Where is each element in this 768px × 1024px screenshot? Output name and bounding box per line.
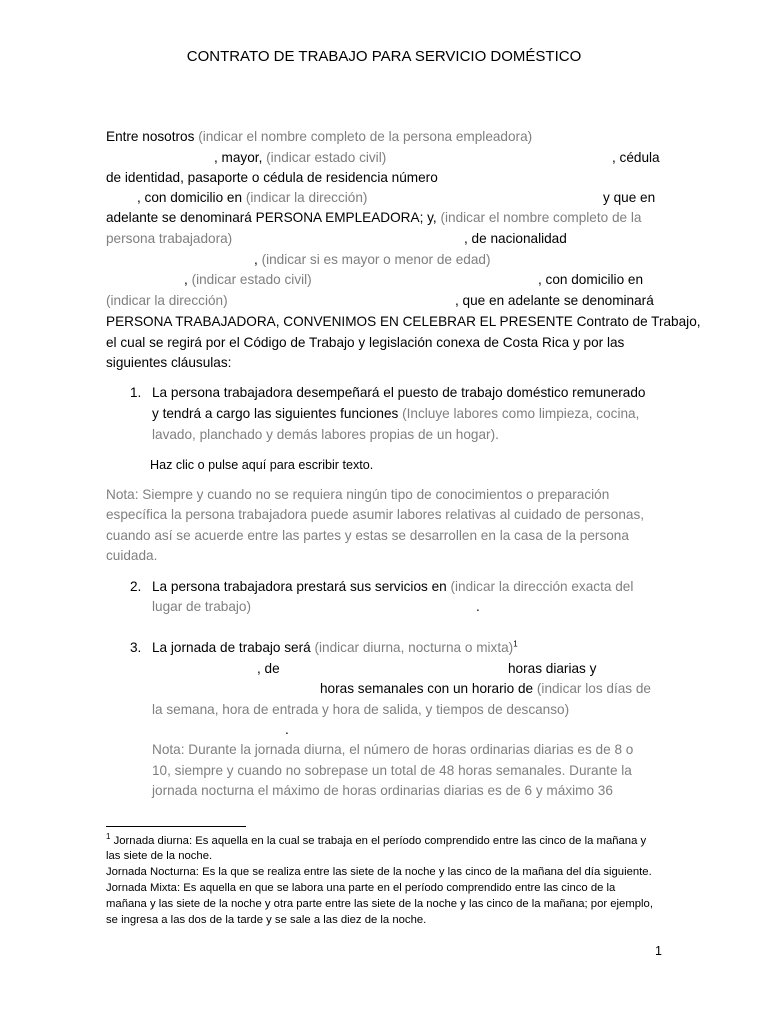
placeholder-employer-name[interactable]: (indicar el nombre completo de la persona empleadora) bbox=[198, 129, 533, 144]
intro-text: Entre nosotros bbox=[106, 129, 199, 144]
footnote-separator bbox=[106, 826, 246, 827]
footnote-line-2: las siete de la noche. bbox=[106, 850, 213, 862]
intro-line-8a bbox=[184, 271, 312, 289]
intro-line-6b: , de nacionalidad bbox=[464, 231, 567, 246]
clause-text: La persona trabajadora prestará sus servicios en bbox=[152, 579, 451, 594]
clause-2-number: 2. bbox=[130, 579, 142, 594]
clause-3-line-1 bbox=[152, 639, 518, 657]
placeholder-worker-address[interactable]: (indicar la dirección) bbox=[106, 293, 228, 308]
clause-3-line-3 bbox=[320, 680, 651, 698]
intro-text: , bbox=[254, 252, 262, 267]
clause-3-line-2b: horas diarias y bbox=[508, 661, 597, 676]
clause-text: y tendrá a cargo las siguientes funciones bbox=[152, 406, 403, 421]
intro-line-2a bbox=[214, 149, 386, 167]
clause-1-number: 1. bbox=[130, 385, 142, 400]
intro-line-7 bbox=[254, 251, 491, 269]
footnote-marker: 1 bbox=[106, 832, 111, 842]
footnote-line-1 bbox=[106, 834, 646, 848]
intro-line-9b: , que en adelante se denominará bbox=[455, 293, 654, 308]
clause-3-number: 3. bbox=[130, 640, 142, 655]
placeholder-age-status[interactable]: (indicar si es mayor o menor de edad) bbox=[261, 252, 491, 267]
placeholder-work-address-cont[interactable]: lugar de trabajo) bbox=[152, 599, 251, 614]
note-1-line-3: cuando así se acuerde entre las partes y estas se desarrollen en la casa de la persona bbox=[106, 528, 629, 543]
placeholder-schedule-cont[interactable]: la semana, hora de entrada y hora de salida, y tiempos de descanso) bbox=[152, 702, 570, 717]
page-number: 1 bbox=[655, 944, 662, 958]
placeholder-civil-status[interactable]: (indicar estado civil) bbox=[266, 150, 387, 165]
clause-text: La jornada de trabajo será bbox=[152, 640, 315, 655]
note-2-line-3: jornada nocturna el máximo de horas ordinarias diarias es de 6 y máximo 36 bbox=[152, 783, 613, 798]
note-2-line-1: Nota: Durante la jornada diurna, el número de horas ordinarias diarias es de 8 o bbox=[152, 742, 634, 757]
footnote-line-3: Jornada Nocturna: Es la que se realiza entre las siete de la noche y las cinco de la mañana del día siguiente. bbox=[106, 866, 652, 878]
intro-line-11: el cual se regirá por el Código de Trabajo y legislación conexa de Costa Rica y por las bbox=[106, 335, 625, 350]
intro-text: adelante se denominará PERSONA EMPLEADORA; y, bbox=[106, 210, 441, 225]
placeholder-shift-type[interactable]: (indicar diurna, nocturna o mixta) bbox=[314, 640, 514, 655]
footnote-text: Jornada diurna: Es aquella en la cual se trabaja en el período comprendido entre las cinco de la mañana y bbox=[110, 835, 647, 847]
intro-line-10: PERSONA TRABAJADORA, CONVENIMOS EN CELEBRAR EL PRESENTE Contrato de Trabajo, bbox=[106, 314, 701, 329]
intro-text: , mayor, bbox=[214, 150, 267, 165]
note-2-line-2: 10, siempre y cuando no sobrepase un total de 48 horas semanales. Durante la bbox=[152, 763, 632, 778]
footnote-line-4: Jornada Mixta: Es aquella en que se labora una parte en el período comprendido entre las cinco de la bbox=[106, 882, 616, 894]
placeholder-employer-address[interactable]: (indicar la dirección) bbox=[245, 190, 368, 205]
placeholder-work-address[interactable]: (indicar la dirección exacta del bbox=[450, 579, 634, 594]
intro-line-1 bbox=[106, 128, 532, 146]
text-entry-field[interactable]: Haz clic o pulse aquí para escribir texto. bbox=[150, 458, 374, 472]
clause-text: horas semanales con un horario de bbox=[320, 681, 537, 696]
placeholder-worker-name[interactable]: (indicar el nombre completo de la bbox=[440, 210, 642, 225]
intro-line-8c: , con domicilio en bbox=[538, 272, 644, 287]
intro-text: , con domicilio en bbox=[137, 190, 246, 205]
clause-3-period: . bbox=[285, 722, 289, 737]
note-1-line-4: cuidada. bbox=[106, 548, 158, 563]
intro-line-4a bbox=[137, 189, 367, 207]
clause-1-line-1: La persona trabajadora desempeñará el puesto de trabajo doméstico remunerado bbox=[152, 385, 646, 400]
placeholder-duties-cont[interactable]: lavado, planchado y demás labores propias de un hogar). bbox=[152, 427, 499, 442]
page-title: CONTRATO DE TRABAJO PARA SERVICIO DOMÉSTICO bbox=[186, 48, 582, 65]
intro-line-12: siguientes cláusulas: bbox=[106, 355, 232, 370]
footnote-reference[interactable]: 1 bbox=[513, 639, 518, 649]
note-1-line-1: Nota: Siempre y cuando no se requiera ningún tipo de conocimientos o preparación bbox=[106, 487, 610, 502]
placeholder-duties[interactable]: (Incluye labores como limpieza, cocina, bbox=[402, 406, 640, 421]
footnote-line-5: mañana y las siete de la noche y otra parte entre las siete de la noche y las cinco de la mañana; por ejemplo, bbox=[106, 898, 653, 910]
note-1-line-2: específica la persona trabajadora puede asumir labores relativas al cuidado de personas, bbox=[106, 507, 645, 522]
intro-line-4c: y que en bbox=[603, 190, 656, 205]
clause-3-line-2a: , de bbox=[257, 661, 280, 676]
placeholder-schedule[interactable]: (indicar los días de bbox=[536, 681, 651, 696]
intro-line-2c: , cédula bbox=[612, 150, 660, 165]
placeholder-worker-name-cont[interactable]: persona trabajadora) bbox=[106, 231, 233, 246]
intro-text: , bbox=[184, 272, 192, 287]
footnote-line-6: se ingresa a las dos de la tarde y se sale a las diez de la noche. bbox=[106, 914, 427, 926]
intro-line-3: de identidad, pasaporte o cédula de residencia número bbox=[106, 170, 438, 185]
clause-1-line-2 bbox=[152, 405, 639, 423]
intro-line-5 bbox=[106, 209, 641, 227]
placeholder-worker-civil-status[interactable]: (indicar estado civil) bbox=[191, 272, 312, 287]
clause-2-line-1 bbox=[152, 578, 633, 596]
clause-2-period: . bbox=[476, 599, 480, 614]
